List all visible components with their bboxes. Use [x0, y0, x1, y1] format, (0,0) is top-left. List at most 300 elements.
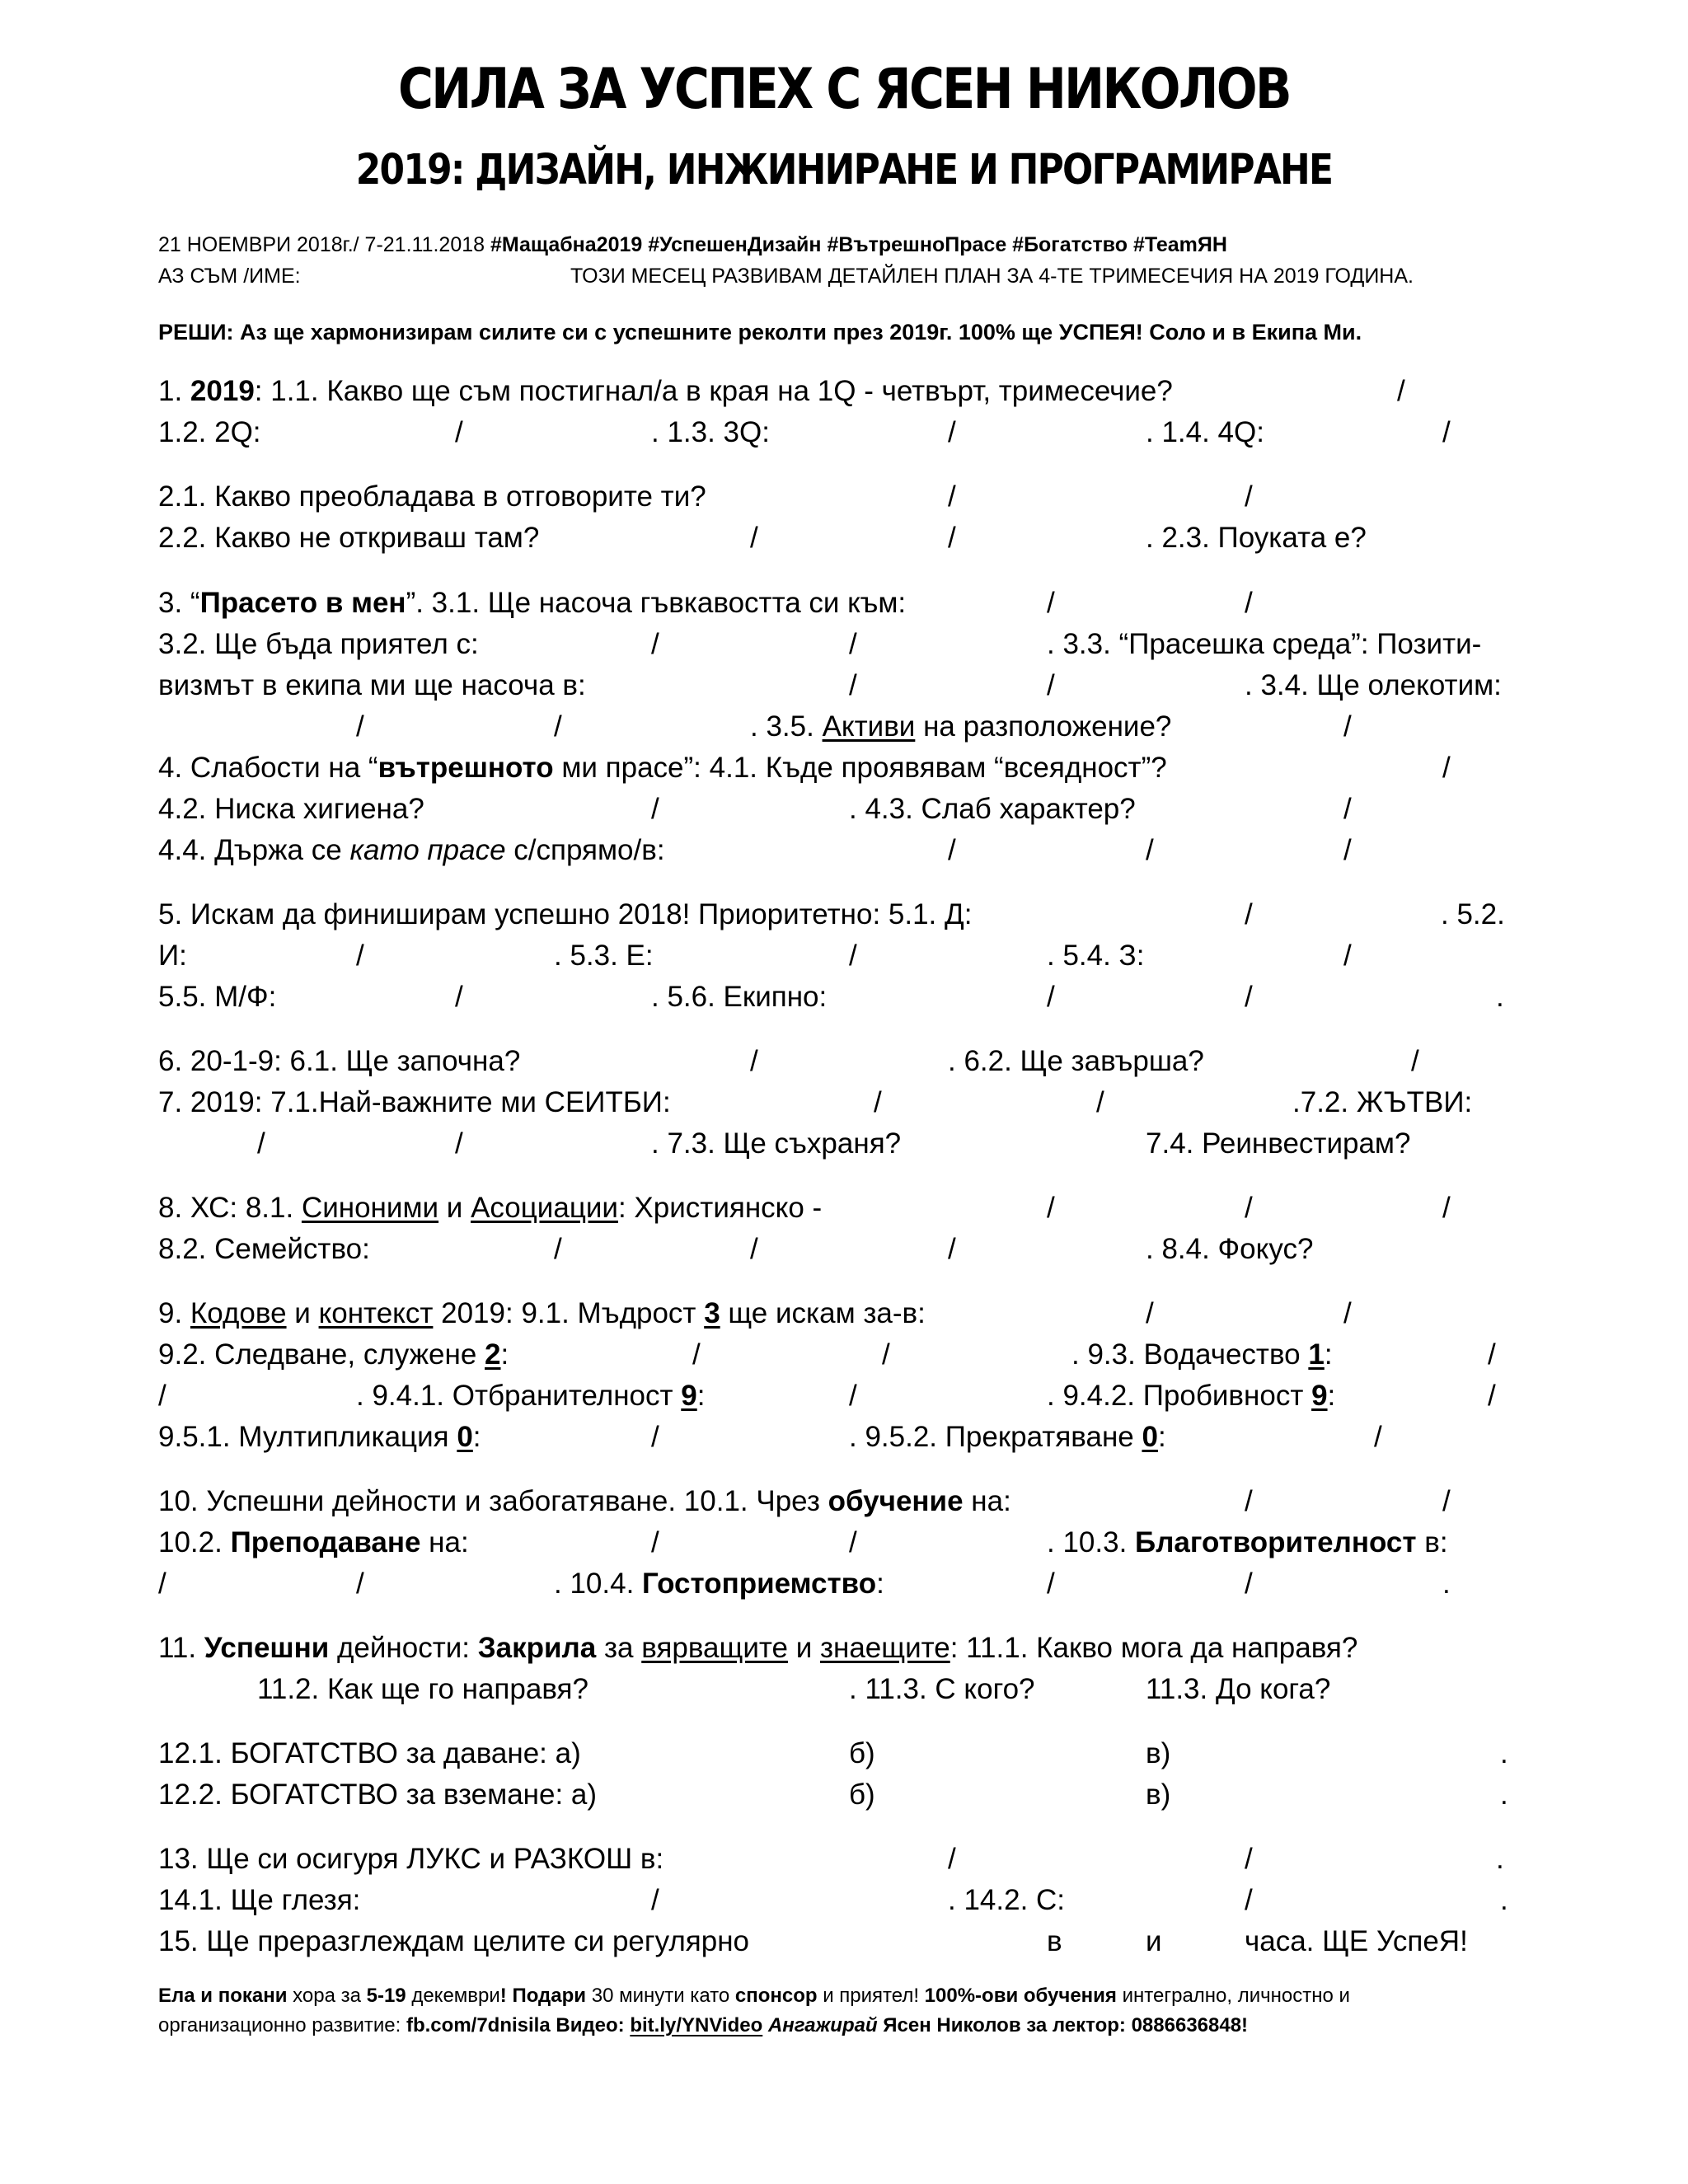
text-run: :	[876, 1568, 884, 1600]
text-run: /	[948, 1233, 956, 1265]
text-run: 2019	[190, 375, 255, 407]
text-segment	[1343, 793, 1352, 826]
text-run: вярващите	[641, 1632, 788, 1664]
text-segment	[651, 1526, 659, 1559]
text-run: 9.	[158, 1297, 190, 1329]
text-run: :	[1324, 1338, 1333, 1371]
worksheet-line	[0, 1983, 1688, 2016]
text-run: /	[1343, 710, 1352, 743]
text-run: 10.2.	[158, 1526, 231, 1558]
text-segment	[1146, 1127, 1410, 1160]
text-segment	[849, 669, 857, 702]
text-segment	[1096, 1086, 1104, 1119]
text-segment	[651, 1127, 901, 1160]
text-run: /	[158, 1380, 166, 1412]
text-segment	[1292, 1086, 1472, 1119]
text-segment	[948, 1233, 956, 1266]
text-run: обучение	[828, 1485, 964, 1517]
worksheet-line	[0, 628, 1688, 661]
text-segment	[554, 940, 654, 972]
text-segment	[158, 2013, 1248, 2039]
text-run: /	[1343, 1297, 1352, 1329]
text-segment	[554, 710, 562, 743]
text-segment	[874, 1086, 882, 1119]
text-segment	[1047, 669, 1055, 702]
worksheet-line	[0, 793, 1688, 826]
text-segment	[1397, 375, 1405, 408]
text-segment	[158, 1568, 166, 1601]
text-run: за	[596, 1632, 642, 1664]
text-run: /	[948, 416, 956, 448]
text-run: 7. 2019: 7.1.Най-важните ми СЕИТБИ:	[158, 1086, 671, 1118]
worksheet-line	[0, 1485, 1688, 1518]
text-segment	[455, 981, 463, 1014]
text-run: . 5.6. Екипно:	[651, 981, 828, 1013]
text-segment	[554, 1233, 562, 1266]
text-segment	[158, 1045, 520, 1078]
text-segment	[1146, 1297, 1154, 1330]
text-segment	[158, 1632, 1357, 1665]
worksheet-line	[0, 1421, 1688, 1454]
text-segment	[1245, 1925, 1468, 1958]
worksheet-line	[0, 1779, 1688, 1811]
text-run: : 1.1. Какво ще съм постигнал/а в края на 1Q - четвърт, тримесечие?	[254, 375, 1173, 407]
worksheet-line	[0, 1045, 1688, 1078]
text-run: Преподаване	[230, 1526, 421, 1558]
text-segment	[1245, 1192, 1253, 1225]
text-run: /	[750, 1233, 758, 1265]
text-run: 4.2. Ниска хигиена?	[158, 793, 424, 825]
text-run: /	[1245, 981, 1253, 1013]
text-segment	[158, 898, 972, 931]
text-segment	[158, 318, 1362, 346]
text-segment	[1245, 669, 1502, 702]
text-run: 15. Ще преразглеждам целите си регулярно	[158, 1925, 750, 1957]
text-run: /	[1096, 1086, 1104, 1118]
text-run: 3. “	[158, 587, 200, 619]
text-segment	[948, 480, 956, 513]
worksheet-line	[0, 1127, 1688, 1160]
worksheet-line	[0, 2013, 1688, 2046]
text-run: Ясен Николов за лектор: 0886636848!	[877, 2014, 1249, 2036]
text-run: 9	[681, 1380, 697, 1412]
text-run: . 11.3. С кого?	[849, 1673, 1035, 1705]
text-run: :	[500, 1338, 509, 1371]
text-run: Благотворителност	[1135, 1526, 1417, 1558]
text-segment	[257, 1673, 588, 1706]
text-segment	[158, 1338, 509, 1371]
text-segment	[1047, 1380, 1335, 1413]
text-segment	[1245, 898, 1253, 931]
text-run: и приятел!	[817, 1985, 925, 2007]
text-run: /	[1245, 1192, 1253, 1224]
text-segment	[651, 793, 659, 826]
text-segment	[1047, 1526, 1448, 1559]
text-run: 1.2. 2Q:	[158, 416, 261, 448]
text-segment	[1146, 1673, 1330, 1706]
page-title: СИЛА ЗА УСПЕХ С ЯСЕН НИКОЛОВ	[397, 57, 1291, 122]
worksheet-line	[0, 1673, 1688, 1706]
text-run: и	[286, 1297, 319, 1329]
text-segment	[158, 669, 586, 702]
text-segment	[1343, 1297, 1352, 1330]
text-run: в)	[1146, 1737, 1171, 1769]
text-run: . 5.3. Е:	[554, 940, 654, 972]
worksheet-line	[0, 834, 1688, 867]
worksheet-line	[0, 1380, 1688, 1413]
text-segment	[948, 834, 956, 867]
text-segment	[158, 793, 424, 826]
text-run: 5-19	[366, 1985, 406, 2007]
text-run: 2	[485, 1338, 501, 1371]
text-run: :	[696, 1380, 706, 1412]
text-run: Синоними	[301, 1192, 439, 1224]
text-run: /	[356, 1568, 364, 1600]
text-segment	[1343, 710, 1352, 743]
text-run: . 1.3. 3Q:	[651, 416, 770, 448]
text-segment	[158, 1485, 1011, 1518]
text-run: б)	[849, 1737, 875, 1769]
text-run: АЗ СЪМ /ИМЕ:	[158, 265, 301, 288]
text-run: /	[1047, 669, 1055, 701]
text-run: /	[651, 1421, 659, 1453]
text-run: .	[1496, 1843, 1504, 1875]
worksheet-line	[0, 1297, 1688, 1330]
text-segment	[1047, 940, 1144, 972]
text-run: . 9.5.2. Прекратяване	[849, 1421, 1142, 1453]
text-run: /	[455, 416, 463, 448]
text-run: с/спрямо/в:	[505, 834, 665, 866]
text-run: /	[849, 940, 857, 972]
text-run: 100%-ови обучения	[924, 1985, 1117, 2007]
text-segment	[356, 710, 364, 743]
text-run: . 5.4. З:	[1047, 940, 1145, 972]
text-run: /	[158, 1568, 166, 1600]
text-segment	[158, 752, 1167, 785]
text-run: Прасето в мен	[199, 587, 406, 619]
text-segment	[1047, 981, 1055, 1014]
text-run: /	[651, 1526, 659, 1558]
text-segment	[158, 1297, 926, 1330]
text-run: на разположение?	[915, 710, 1172, 743]
text-run: .	[1496, 981, 1504, 1013]
text-run: /	[356, 940, 364, 972]
text-run: 9.2. Следване, служене	[158, 1338, 485, 1371]
text-run: . 7.3. Ще съхраня?	[651, 1127, 902, 1160]
text-run: /	[1442, 1192, 1451, 1224]
text-segment	[455, 416, 463, 449]
text-segment	[554, 1568, 884, 1601]
worksheet-line	[0, 710, 1688, 743]
text-segment	[948, 1884, 1065, 1917]
text-segment	[1245, 587, 1253, 620]
text-run: Закрила	[477, 1632, 597, 1664]
text-run: /	[1442, 1485, 1451, 1517]
text-run: интегрално, личностно и	[1116, 1985, 1350, 2007]
text-segment	[1488, 1380, 1496, 1413]
text-segment	[882, 1338, 890, 1371]
text-segment	[1071, 1338, 1333, 1371]
text-run: 4.4. Държа се	[158, 834, 350, 866]
text-segment	[1442, 1485, 1451, 1518]
text-run: /	[1442, 752, 1451, 784]
text-run: Активи	[822, 710, 916, 743]
worksheet-line	[0, 318, 1688, 351]
worksheet-line	[0, 1086, 1688, 1119]
text-run: /	[1047, 1568, 1055, 1600]
text-run: ще искам за-в:	[720, 1297, 926, 1329]
text-run: хора за	[287, 1985, 367, 2007]
worksheet-line	[0, 1884, 1688, 1917]
text-run: . 14.2. С:	[948, 1884, 1066, 1916]
text-run: и	[787, 1632, 820, 1664]
text-segment	[849, 793, 1136, 826]
text-segment	[1146, 1925, 1162, 1958]
worksheet-line	[0, 752, 1688, 785]
text-run: . 10.4.	[554, 1568, 643, 1600]
text-run: : Християнско -	[617, 1192, 823, 1224]
text-segment	[1047, 1568, 1055, 1601]
text-segment	[948, 1843, 956, 1876]
text-run: .	[1500, 1779, 1508, 1811]
text-run: и	[1146, 1925, 1162, 1957]
text-run: .7.2. ЖЪТВИ:	[1292, 1086, 1473, 1118]
text-run: 30 минути като	[586, 1985, 735, 2007]
text-run: 13. Ще си осигуря ЛУКС и РАЗКОШ в:	[158, 1843, 664, 1875]
worksheet-line	[0, 375, 1688, 408]
text-segment	[356, 940, 364, 972]
text-run: контекст	[318, 1297, 434, 1329]
text-segment	[1500, 1737, 1508, 1770]
text-segment	[849, 1526, 857, 1559]
text-run: /	[849, 1380, 857, 1412]
text-run: /	[1047, 587, 1055, 619]
text-run: и	[438, 1192, 471, 1224]
text-run: на:	[963, 1485, 1011, 1517]
text-run: 21 НОЕМВРИ 2018г./ 7-21.11.2018	[158, 233, 490, 256]
text-run: . 1.4. 4Q:	[1146, 416, 1264, 448]
worksheet-line	[0, 1526, 1688, 1559]
text-segment	[849, 940, 857, 972]
text-run: .	[1500, 1737, 1508, 1769]
text-segment	[1343, 940, 1352, 972]
text-segment	[849, 1737, 875, 1770]
text-run: . 10.3.	[1047, 1526, 1136, 1558]
worksheet-line	[0, 1233, 1688, 1266]
text-segment	[158, 1737, 581, 1770]
text-run: bit.ly/YNVideo	[630, 2014, 763, 2036]
text-run: /	[651, 1884, 659, 1916]
text-segment	[158, 940, 187, 972]
text-segment	[1500, 1779, 1508, 1811]
text-segment	[1442, 752, 1451, 785]
text-run: :	[472, 1421, 481, 1453]
text-segment	[1146, 1779, 1170, 1811]
text-segment	[158, 1526, 469, 1559]
text-run: /	[1397, 375, 1405, 407]
text-run: 1	[1308, 1338, 1325, 1371]
text-run: /	[651, 628, 659, 660]
text-segment	[158, 1843, 663, 1876]
text-run: визмът в екипа ми ще насоча в:	[158, 669, 586, 701]
text-run: декември	[406, 1985, 500, 2007]
text-segment	[1146, 416, 1264, 449]
text-run: И:	[158, 940, 187, 972]
text-run: 9	[1311, 1380, 1328, 1412]
text-run: /	[750, 522, 758, 554]
text-run: /	[1245, 898, 1253, 930]
text-run: ! Подари	[499, 1985, 587, 2007]
text-run: /	[948, 522, 956, 554]
text-run: /	[849, 669, 857, 701]
worksheet-line	[0, 898, 1688, 931]
text-segment	[750, 1233, 758, 1266]
text-run: /	[1245, 1568, 1253, 1600]
text-segment	[158, 522, 539, 555]
text-run: 11.3. До кога?	[1146, 1673, 1331, 1705]
worksheet-line	[0, 669, 1688, 702]
text-run: ТОЗИ МЕСЕЦ РАЗВИВАМ ДЕТАЙЛЕН ПЛАН ЗА 4-ТЕ ТРИМЕСЕЧИЯ НА 2019 ГОДИНА.	[570, 265, 1414, 288]
text-run: Ангажирай	[767, 2014, 878, 2036]
text-run: 2.1. Какво преобладава в отговорите ти?	[158, 480, 706, 513]
text-run: 5. Искам да финиширам успешно 2018! Приоритетно: 5.1. Д:	[158, 898, 973, 930]
text-run: /	[1343, 940, 1352, 972]
text-run: организационно развитие:	[158, 2014, 406, 2036]
text-segment	[1146, 522, 1367, 555]
text-run: . 9.4.1. Отбранителност	[356, 1380, 682, 1412]
text-segment	[158, 587, 906, 620]
text-run: /	[554, 1233, 562, 1265]
worksheet-line	[0, 522, 1688, 555]
worksheet-line	[0, 1925, 1688, 1958]
text-run: . 9.4.2. Пробивност	[1047, 1380, 1312, 1412]
text-segment	[849, 1673, 1035, 1706]
text-run: .	[1442, 1568, 1451, 1600]
text-segment	[948, 416, 956, 449]
text-segment	[158, 1925, 749, 1958]
text-segment	[455, 1127, 463, 1160]
text-run: /	[1411, 1045, 1419, 1077]
text-segment	[158, 1086, 671, 1119]
text-run: /	[692, 1338, 701, 1371]
text-segment	[158, 231, 1227, 259]
text-segment	[1442, 1192, 1451, 1225]
text-run: /	[948, 1843, 956, 1875]
text-run: /	[849, 1526, 857, 1558]
text-run: ”. 3.1. Ще насоча гъвкавостта си към:	[406, 587, 907, 619]
worksheet-line	[0, 262, 1688, 295]
text-run: часа. ЩЕ УспеЯ!	[1245, 1925, 1468, 1957]
text-segment	[1496, 1843, 1504, 1876]
text-segment	[750, 522, 758, 555]
text-run: /	[1343, 793, 1352, 825]
text-run: 9.5.1. Мултипликация	[158, 1421, 457, 1453]
text-segment	[692, 1338, 701, 1371]
text-run: 1.	[158, 375, 190, 407]
text-run: спонсор	[734, 1985, 818, 2007]
worksheet-line	[0, 587, 1688, 620]
worksheet-line	[0, 981, 1688, 1014]
text-segment	[1343, 834, 1352, 867]
text-segment	[651, 628, 659, 661]
text-segment	[158, 1233, 370, 1266]
text-segment	[1245, 1843, 1253, 1876]
text-segment	[158, 628, 479, 661]
text-run: 3	[704, 1297, 720, 1329]
text-segment	[849, 1380, 857, 1413]
text-run: Асоциации	[471, 1192, 618, 1224]
worksheet-line	[0, 480, 1688, 513]
text-run: /	[1245, 1884, 1253, 1916]
text-run: 0	[457, 1421, 473, 1453]
text-segment	[1442, 416, 1451, 449]
text-segment	[1374, 1421, 1382, 1454]
text-segment	[651, 1421, 659, 1454]
text-run: като прасе	[349, 834, 506, 866]
text-run: в)	[1146, 1779, 1171, 1811]
text-segment	[1047, 628, 1481, 661]
text-run: :	[1327, 1380, 1336, 1412]
text-run: /	[1343, 834, 1352, 866]
text-run: 4. Слабости на “	[158, 752, 378, 784]
page-subtitle: 2019: ДИЗАЙН, ИНЖИНИРАНЕ И ПРОГРАМИРАНЕ	[355, 146, 1333, 194]
text-run: /	[948, 834, 956, 866]
text-run: :	[1157, 1421, 1166, 1453]
text-run: РЕШИ: Аз ще хармонизирам силите си с успешните реколти през 2019г. 100% ще УСПЕЯ! Соло и в Екипа Ми.	[158, 320, 1362, 344]
text-run: Ела и покани	[158, 1985, 288, 2007]
text-run: . 3.3. “Прасешка среда”: Позити-	[1047, 628, 1482, 660]
text-run: . 9.3. Водачество	[1071, 1338, 1309, 1371]
text-segment	[158, 1192, 822, 1225]
text-run: /	[651, 793, 659, 825]
text-run: : 11.1. Какво мога да направя?	[950, 1632, 1358, 1664]
text-run: /	[455, 1127, 463, 1160]
text-run: 14.1. Ще глезя:	[158, 1884, 361, 1916]
worksheet-line	[0, 1737, 1688, 1770]
text-segment	[750, 710, 1171, 743]
text-run: 8.2. Семейство:	[158, 1233, 370, 1265]
text-run: Кодове	[190, 1297, 287, 1329]
text-segment	[158, 480, 706, 513]
text-run: в:	[1416, 1526, 1448, 1558]
worksheet-line	[0, 1632, 1688, 1665]
text-run: 2019: 9.1. Мъдрост	[433, 1297, 705, 1329]
text-run: /	[455, 981, 463, 1013]
text-run: /	[1047, 1192, 1055, 1224]
text-segment	[651, 981, 827, 1014]
text-segment	[1245, 1568, 1253, 1601]
text-segment	[1047, 587, 1055, 620]
text-run: #Мащабна2019 #УспешенДизайн #ВътрешноПрасе #Богатство #ТеamЯН	[490, 233, 1227, 256]
text-segment	[849, 1421, 1166, 1454]
worksheet-line	[0, 940, 1688, 972]
worksheet-line	[0, 1338, 1688, 1371]
text-segment	[1245, 480, 1253, 513]
text-run: /	[1442, 416, 1451, 448]
text-run: /	[849, 628, 857, 660]
text-segment	[1047, 1192, 1055, 1225]
text-run: fb.com/7dnisila Видео:	[406, 2014, 631, 2036]
text-run: 12.2. БОГАТСТВО за вземане: а)	[158, 1779, 598, 1811]
text-run: /	[554, 710, 562, 743]
worksheet-line	[0, 416, 1688, 449]
text-segment	[1496, 981, 1504, 1014]
text-segment	[1500, 1884, 1508, 1917]
text-run: /	[1488, 1338, 1496, 1371]
text-run: /	[874, 1086, 882, 1118]
text-run: . 3.5.	[750, 710, 823, 743]
text-run: /	[1374, 1421, 1382, 1453]
